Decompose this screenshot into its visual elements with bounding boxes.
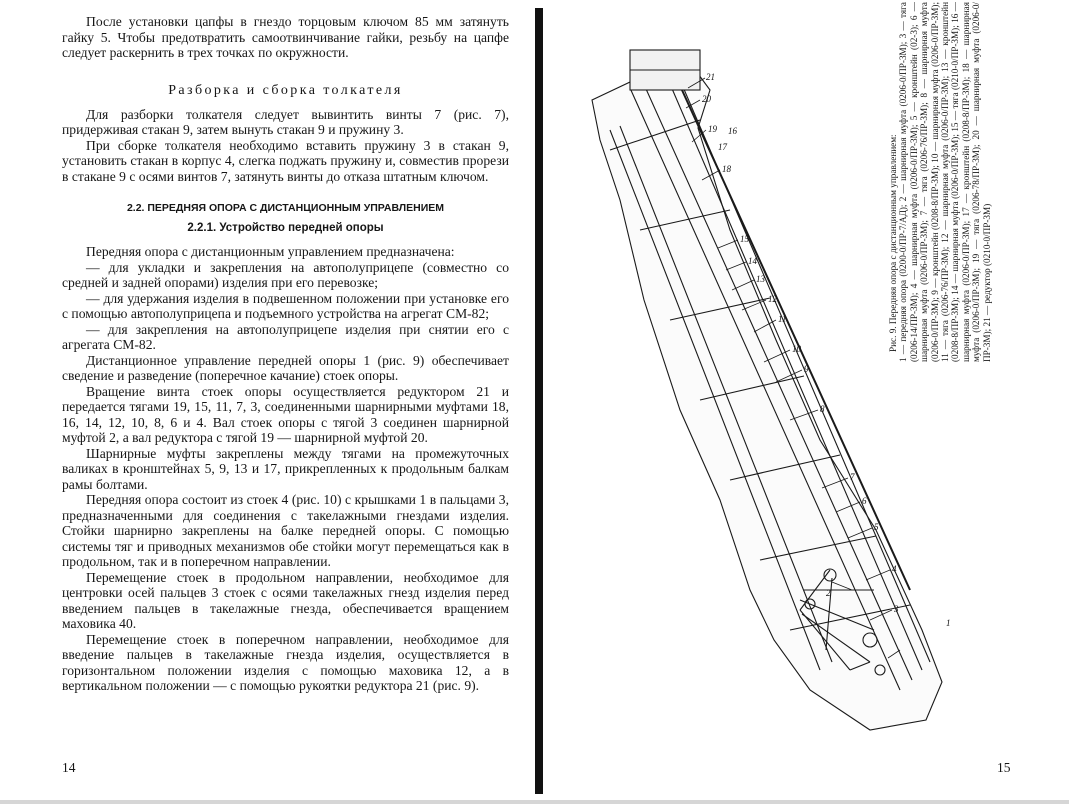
- book-gutter: [535, 8, 543, 794]
- paragraph-purpose-intro: Передняя опора с дистанционным управлением предназначена:: [86, 244, 455, 259]
- callout-5: 5: [874, 522, 879, 532]
- callout-15: 15: [740, 234, 749, 244]
- callout-12: 12: [768, 294, 777, 304]
- callout-18: 18: [722, 164, 731, 174]
- heading-pusher-disassembly: Разборка и сборка толкателя: [168, 82, 403, 98]
- callout-20: 20: [702, 94, 711, 104]
- bottom-scan-edge: [0, 800, 1069, 804]
- callout-14: 14: [748, 256, 757, 266]
- left-page: [0, 0, 534, 804]
- figure-caption-title: Рис. 9. Передняя опора с дистанционным управлением:: [888, 134, 898, 352]
- paragraph-screw-rotation: Вращение винта стоек опоры осуществляется редуктором 21 и передается тягами 19, 15, 11, 7, 3, соединенными шарнирными муфтами 18, 16, 14, 12, 10, 8, 6 и 4. Вал стоек опоры с тягой 3 соединен шарнирной муфтой 2, а вал редуктора с тягой 19 — шарнирной муфтой 20.: [62, 383, 509, 445]
- paragraph-purpose-laying: — для укладки и закрепления на автополуприцепе (совместно со средней и задней опорами) изделия при его перевозке;: [62, 259, 509, 290]
- callout-1: 1: [946, 618, 951, 628]
- callout-16: 16: [728, 126, 737, 136]
- paragraph-longitudinal-move: Перемещение стоек в продольном направлении, необходимое для центровки осей пальцев 3 стоек с осями такелажных гнезд изделия перед введением пальцев в такелажные гнезда, обеспечивается вращением маховика 40.: [62, 569, 509, 631]
- figure-caption-body: 1 — передняя опора (0200-0/ПР-7/АД); 2 — шарнирная муфта (0206-0/ПР-3М); 3 — тяга (0206-14/ПР-3М); 4 — шарнирная муфта (0206-0/ПР-3М); 5 — кронштейн (02-3); 6 — шарнирная муфта (0206-0/ПР-3М); 7 — тяга (0206-76/ПР-3М); 8 — шарнирная муфта (0206-0/ПР-3М); 9 — кронштейн (0208-8/ПР-3М); 10 — шарнирная муфта (0206-0/ПР-3М); 11 — тяга (0206-76/ПР-3М); 12 — шарнирная муфта (0206-0/ПР-3М); 13 — кронштейн (0208-8/ПР-3М); 14 — шарнирная муфта (0206-0/ПР-3М); 15 — тяга (0210-0/ПР-3М); 16 — шарнирная муфта (0206-0/ПР-3М); 17 — кронштейн (0208-8/ПР-3М); 18 — шарнирная муфта (0206-0/ПР-3М); 19 — тяга (0206-78/ПР-3М); 20 — шарнирная муфта (0206-0/ПР-3М); 21 — редуктор (0210-0/ПР-3М): [898, 2, 992, 362]
- figure-caption: [888, 2, 1022, 362]
- callout-21: 21: [706, 72, 715, 82]
- callout-7: 7: [850, 472, 855, 482]
- callout-9: 9: [804, 364, 809, 374]
- callout-11: 11: [778, 314, 787, 324]
- paragraph-pusher-disassembly: Для разборки толкателя следует вывинтить винты 7 (рис. 7), придерживая стакан 9, затем вынуть стакан 9 и пружину 3.: [62, 106, 509, 137]
- paragraph-pusher-assembly: При сборке толкателя необходимо вставить пружину 3 в стакан 9, установить стакан в корпус 4, слегка поджать пружину и, совместив прорези в стакане 9 с осями винтов 7, затянуть винты до отказа штатным ключом.: [62, 137, 509, 184]
- subsection-title-front-support-design: 2.2.1. Устройство передней опоры: [187, 222, 384, 234]
- callout-6: 6: [862, 496, 867, 506]
- callout-17: 17: [718, 142, 727, 152]
- callout-13: 13: [756, 274, 765, 284]
- paragraph-hinge-couplings: Шарнирные муфты закреплены между тягами на промежуточных валиках в кронштейнах 5, 9, 13 и 17, прикрепленных к продольным балкам рамы болтами.: [62, 445, 509, 492]
- left-text-column: [62, 14, 509, 694]
- paragraph-remote-control: Дистанционное управление передней опоры 1 (рис. 9) обеспечивает сведение и разведение (поперечное качание) стоек опоры.: [62, 352, 509, 383]
- callout-10: 10: [792, 344, 801, 354]
- callout-19: 19: [708, 124, 717, 134]
- paragraph-transverse-move: Перемещение стоек в поперечном направлении, необходимое для введение пальцев в такелажные гнезда изделия, осуществляется в горизонтальном положении изделия с помощью маховика 12, а в вертикальном положении — с помощью рукоятки редуктора 21 (рис. 9).: [62, 631, 509, 693]
- section-title-front-support: 2.2. ПЕРЕДНЯЯ ОПОРА С ДИСТАНЦИОННЫМ УПРАВЛЕНИЕМ: [126, 202, 445, 214]
- page-number-right: 15: [997, 760, 1011, 775]
- callout-3: 3: [894, 604, 899, 614]
- page-number-left: 14: [62, 760, 76, 775]
- callout-4: 4: [892, 564, 897, 574]
- paragraph-trunnion-install: После установки цапфы в гнездо торцовым ключом 85 мм затянуть гайку 5. Чтобы предотвратить самоотвинчивание гайки, резьбу на цапфе следует раскернить в трех точках по окружности.: [62, 14, 509, 60]
- callout-2: 2: [826, 588, 831, 598]
- callout-8: 8: [820, 404, 825, 414]
- paragraph-purpose-fixing: — для закрепления на автополуприцепе изделия при снятии его с агрегата СМ-82.: [62, 321, 509, 352]
- paragraph-support-composition: Передняя опора состоит из стоек 4 (рис. 10) с крышками 1 в пальцами 3, предназначенными для соединения с такелажными гнездами изделия. Стойки шарнирно закреплены на балке передней опоры. С помощью системы тяг и приводных механизмов обе стойки могут перемещаться как в продольном, так и в поперечном направлении.: [62, 492, 509, 569]
- paragraph-purpose-holding: — для удержания изделия в подвешенном положении при установке его с помощью автополуприцепа и подъемного устройства на агрегат СМ-82;: [62, 290, 509, 321]
